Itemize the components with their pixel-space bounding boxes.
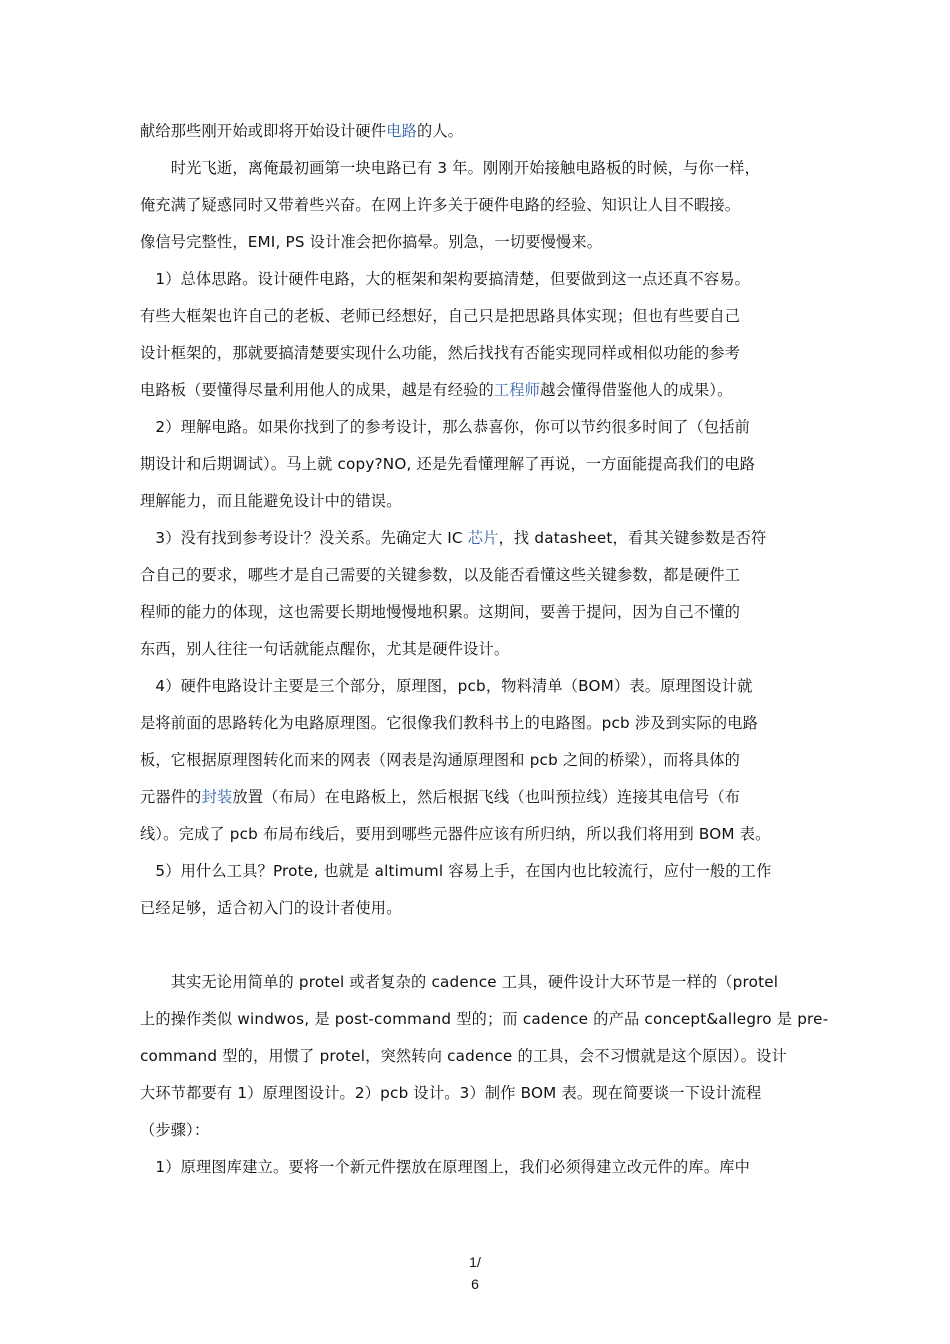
hyperlink[interactable]: 封装 (201, 788, 233, 806)
text-line (140, 710, 818, 747)
text-segment: 3）没有找到参考设计？没关系。先确定大 IC (140, 529, 468, 547)
text-segment: 越会懂得借鉴他人的成果）。 (540, 381, 733, 399)
text-line (140, 451, 818, 488)
text-segment: 像信号完整性，EMI, PS 设计准会把你搞晕。别急，一切要慢慢来。 (140, 233, 603, 251)
text-segment: 大环节都要有 1）原理图设计。2）pcb 设计。3）制作 BOM 表。现在简要谈一下设计流程 (140, 1084, 762, 1102)
text-line (140, 155, 818, 192)
text-segment: 期设计和后期调试）。马上就 copy?NO, 还是先看懂理解了再说，一方面能提高我们的电路 (140, 455, 756, 473)
text-segment: 上的操作类似 windwos, 是 post-command 型的；而 cadence 的产品 concept&allegro 是 pre- (140, 1010, 829, 1028)
text-line (140, 932, 818, 969)
text-line (140, 747, 818, 784)
hyperlink[interactable]: 工程师 (493, 381, 541, 399)
text-line (140, 340, 818, 377)
text-line (140, 673, 818, 710)
text-line (140, 599, 818, 636)
text-segment: 的人。 (416, 122, 464, 140)
text-segment: 东西，别人往往一句话就能点醒你，尤其是硬件设计。 (140, 640, 510, 658)
text-line (140, 784, 818, 821)
text-line (140, 858, 818, 895)
page-number-top: 1/ (469, 1254, 481, 1270)
text-line (140, 488, 818, 525)
text-line (140, 821, 818, 858)
text-line (140, 1117, 818, 1154)
text-segment: 有些大框架也许自己的老板、老师已经想好，自己只是把思路具体实现；但也有些要自己 (140, 307, 741, 325)
text-segment: command 型的，用惯了 protel，突然转向 cadence 的工具，会不习惯就是这个原因）。设计 (140, 1047, 787, 1065)
text-segment: 元器件的 (140, 788, 202, 806)
hyperlink[interactable]: 电路 (386, 122, 417, 140)
text-segment: 4）硬件电路设计主要是三个部分，原理图，pcb，物料清单（BOM）表。原理图设计就 (140, 677, 753, 695)
text-segment: 其实无论用简单的 protel 或者复杂的 cadence 工具，硬件设计大环节是一样的（protel (140, 973, 779, 991)
text-segment: 放置（布局）在电路板上，然后根据飞线（也叫预拉线）连接其电信号（布 (232, 788, 741, 806)
text-segment: 1）总体思路。设计硬件电路，大的框架和架构要搞清楚，但要做到这一点还真不容易。 (140, 270, 750, 288)
text-line (140, 1006, 829, 1043)
text-segment: 已经足够，适合初入门的设计者使用。 (140, 899, 402, 917)
text-line (140, 525, 818, 562)
text-segment: 线）。完成了 pcb 布局布线后，要用到哪些元器件应该有所归纳，所以我们将用到 BOM 表。 (140, 825, 771, 843)
text-segment: 程师的能力的体现，这也需要长期地慢慢地积累。这期间，要善于提问，因为自己不懂的 (140, 603, 741, 621)
text-segment: 时光飞逝，离俺最初画第一块电路已有 3 年。刚刚开始接触电路板的时候，与你一样， (140, 159, 761, 177)
text-line (140, 895, 818, 932)
text-segment: 5）用什么工具？Prote, 也就是 altimuml 容易上手，在国内也比较流行，应付一般的工作 (140, 862, 772, 880)
text-line (140, 377, 818, 414)
text-segment: ，找 datasheet，看其关键参数是否符 (498, 529, 767, 547)
text-segment: 板，它根据原理图转化而来的网表（网表是沟通原理图和 pcb 之间的桥梁），而将具体的 (140, 751, 741, 769)
text-line (140, 266, 818, 303)
hyperlink[interactable]: 芯片 (467, 529, 499, 547)
text-segment: 2）理解电路。如果你找到了的参考设计，那么恭喜你，你可以节约很多时间了（包括前 (140, 418, 750, 436)
text-line (140, 229, 818, 266)
text-segment: 理解能力，而且能避免设计中的错误。 (140, 492, 402, 510)
text-segment: 合自己的要求，哪些才是自己需要的关键参数，以及能否看懂这些关键参数，都是硬件工 (140, 566, 741, 584)
text-segment: 电路板（要懂得尽量利用他人的成果，越是有经验的 (140, 381, 494, 399)
text-segment: 是将前面的思路转化为电路原理图。它很像我们教科书上的电路图。pcb 涉及到实际的电路 (140, 714, 758, 732)
text-line (140, 303, 818, 340)
text-line (140, 969, 818, 1006)
text-line (140, 414, 818, 451)
text-segment: 1）原理图库建立。要将一个新元件摆放在原理图上，我们必须得建立改元件的库。库中 (140, 1158, 750, 1176)
text-segment: 俺充满了疑惑同时又带着些兴奋。在网上许多关于硬件电路的经验、知识让人目不暇接。 (140, 196, 741, 214)
text-segment: （步骤）： (140, 1121, 210, 1139)
document-body (140, 118, 829, 1191)
text-line (140, 562, 818, 599)
text-line (140, 1080, 818, 1117)
text-line (140, 1043, 818, 1080)
text-line (140, 192, 818, 229)
page-number-bottom: 6 (471, 1276, 479, 1292)
text-line (140, 118, 818, 155)
text-line (140, 636, 818, 673)
text-segment: 献给那些刚开始或即将开始设计硬件 (140, 122, 387, 140)
text-segment: 设计框架的，那就要搞清楚要实现什么功能，然后找找有否能实现同样或相似功能的参考 (140, 344, 741, 362)
text-line (140, 1154, 818, 1191)
